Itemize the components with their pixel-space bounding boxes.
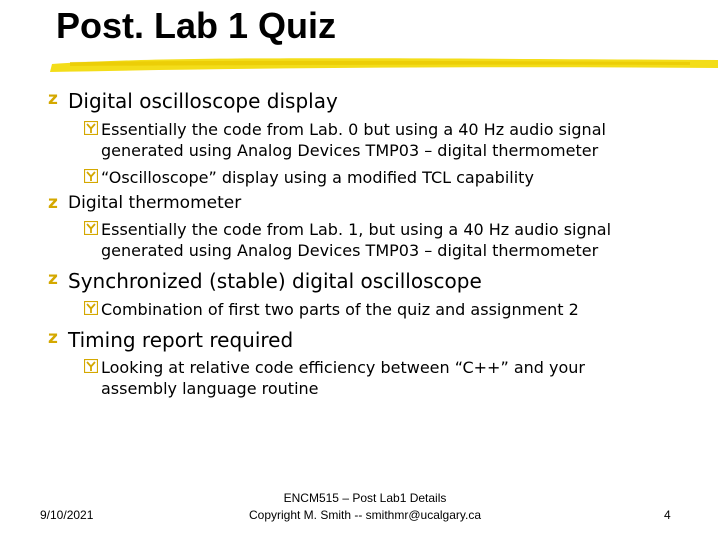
z-bullet-icon: z	[48, 269, 58, 289]
subbullet-text: Essentially the code from Lab. 1, but using a 40 Hz audio signal generated using Analog Devices TMP03 – digital thermometer	[101, 220, 612, 260]
y-checkbox-bullet-icon	[84, 359, 98, 373]
y-checkbox-bullet-icon	[84, 221, 98, 235]
bullet-digital-thermometer	[46, 193, 241, 214]
bullet-text: Synchronized (stable) digital oscilloscope	[68, 269, 482, 293]
bullet-timing-report	[46, 328, 293, 352]
bullet-synchronized-oscilloscope	[46, 269, 482, 293]
y-checkbox-bullet-icon	[84, 169, 98, 183]
bullet-text: Digital oscilloscope display	[68, 89, 338, 113]
subbullet-text: Essentially the code from Lab. 0 but using a 40 Hz audio signal generated using Analog Devices TMP03 – digital thermometer	[101, 120, 606, 160]
subbullet-code-efficiency	[84, 357, 585, 399]
y-checkbox-bullet-icon	[84, 121, 98, 135]
z-bullet-icon: z	[48, 89, 58, 109]
footer-course-title: ENCM515 – Post Lab1 Details	[283, 491, 447, 505]
footer-copyright: Copyright M. Smith -- smithmr@ucalgary.ca	[248, 508, 481, 522]
bullet-text: Timing report required	[68, 328, 294, 352]
bullet-text: Digital thermometer	[68, 193, 242, 213]
y-checkbox-bullet-icon	[84, 301, 98, 315]
subbullet-lab0-code	[84, 119, 606, 161]
title-underline-brushstroke	[50, 52, 720, 76]
subbullet-combination	[84, 299, 579, 320]
bullet-digital-oscilloscope-display	[46, 89, 338, 113]
subbullet-text: “Oscilloscope” display using a modified TCL capability	[101, 168, 534, 187]
footer-date: 9/10/2021	[40, 508, 94, 522]
subbullet-oscilloscope-display	[84, 167, 534, 188]
subbullet-lab1-code	[84, 219, 611, 261]
subbullet-text: Looking at relative code efficiency between “C++” and your assembly language routine	[101, 358, 585, 398]
z-bullet-icon: z	[48, 328, 58, 348]
subbullet-text: Combination of first two parts of the quiz and assignment 2	[101, 300, 579, 319]
footer-center	[200, 490, 530, 524]
z-bullet-icon: z	[48, 193, 58, 213]
slide-title: Post. Lab 1 Quiz	[56, 5, 337, 46]
footer-page-number: 4	[664, 508, 671, 522]
